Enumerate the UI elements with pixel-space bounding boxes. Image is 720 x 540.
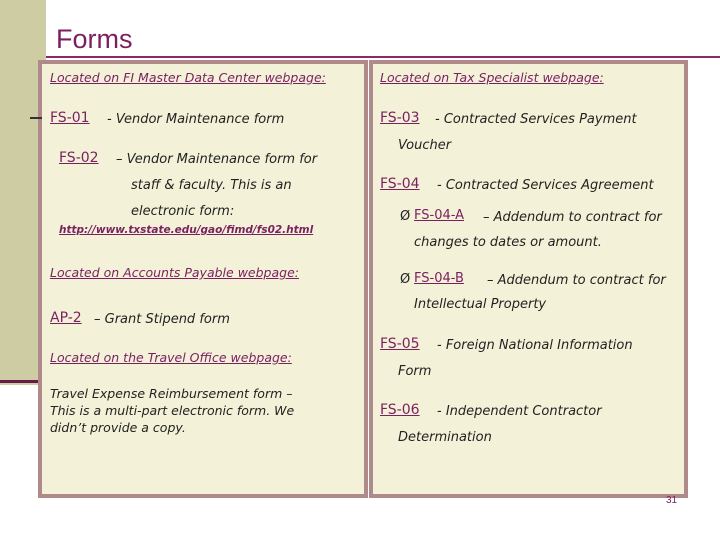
travel-line-3: didn’t provide a copy. xyxy=(50,420,186,435)
fs04-code: FS-04 xyxy=(380,176,420,192)
fs04b-description-line-1: – Addendum to contract for xyxy=(487,273,666,288)
ap2-description: – Grant Stipend form xyxy=(94,312,230,327)
fs05-code: FS-05 xyxy=(380,336,420,352)
fs04b-code: FS-04-B xyxy=(414,271,464,286)
fs04a-description-line-1: – Addendum to contract for xyxy=(483,210,662,225)
fs01-description: - Vendor Maintenance form xyxy=(107,112,285,127)
travel-line-1: Travel Expense Reimbursement form – xyxy=(50,386,293,401)
fs02-description-line-1: – Vendor Maintenance form for xyxy=(116,152,318,167)
bullet-dash xyxy=(30,117,42,119)
fs05-description-line-1: - Foreign National Information xyxy=(437,338,633,353)
title-divider xyxy=(46,56,720,58)
page-title: Forms xyxy=(56,24,133,54)
fs02-link[interactable]: http://www.txstate.edu/gao/fimd/fs02.html xyxy=(59,224,314,236)
arrow-bullet-icon: Ø xyxy=(400,209,411,224)
travel-office-header: Located on the Travel Office webpage: xyxy=(50,350,292,365)
fs02-description-line-2: staff & faculty. This is an xyxy=(131,178,292,193)
fs03-description-line-1: - Contracted Services Payment xyxy=(435,112,637,127)
tax-specialist-header: Located on Tax Specialist webpage: xyxy=(380,70,604,85)
fs06-description-line-1: - Independent Contractor xyxy=(437,404,602,419)
fs02-code: FS-02 xyxy=(59,150,99,166)
page-number: 31 xyxy=(666,495,678,506)
fs01-code: FS-01 xyxy=(50,110,90,126)
arrow-bullet-icon: Ø xyxy=(400,272,411,287)
fs04b-description-line-2: Intellectual Property xyxy=(414,297,547,312)
fs06-code: FS-06 xyxy=(380,402,420,418)
fi-master-data-header: Located on FI Master Data Center webpage: xyxy=(50,70,326,85)
fs04-description: - Contracted Services Agreement xyxy=(437,178,654,193)
travel-line-2: This is a multi-part electronic form. We xyxy=(50,403,295,418)
ap2-code: AP-2 xyxy=(50,310,82,326)
accounts-payable-header: Located on Accounts Payable webpage: xyxy=(50,265,299,280)
fs03-code: FS-03 xyxy=(380,110,420,126)
fs02-description-line-3: electronic form: xyxy=(131,204,235,219)
fs04a-code: FS-04-A xyxy=(414,208,465,223)
fs04a-description-line-2: changes to dates or amount. xyxy=(414,235,602,250)
fs06-description-line-2: Determination xyxy=(398,430,492,445)
fs03-description-line-2: Voucher xyxy=(398,138,452,153)
fs05-description-line-2: Form xyxy=(398,364,432,379)
